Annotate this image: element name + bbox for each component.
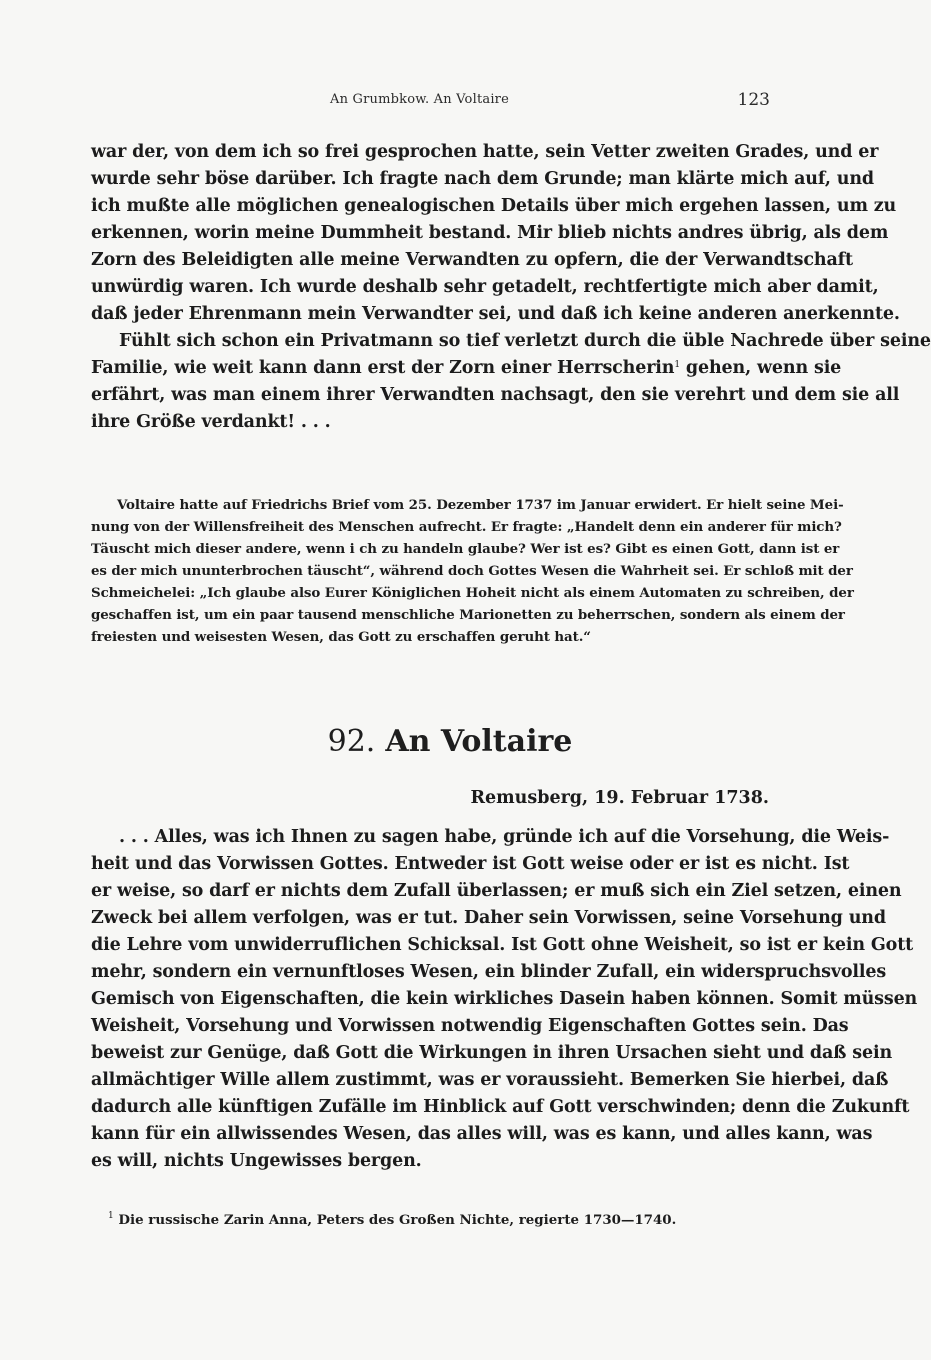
text-line: erkennen, worin meine Dummheit bestand. Mir blieb nichts andres übrig, als dem <box>91 223 889 243</box>
text-line: erfährt, was man einem ihrer Verwandten nachsagt, den sie verehrt und dem sie all <box>91 385 900 405</box>
text-line-with-footnote-ref <box>91 355 842 382</box>
note-line: Täuscht mich dieser andere, wenn i ch zu handeln glaube? Wer ist es? Gibt es einen Gott, dann ist er <box>91 541 840 557</box>
text-line: mehr, sondern ein vernunftloses Wesen, ein blinder Zufall, ein widerspruchsvolles <box>91 962 887 982</box>
letter-addressee: An Voltaire <box>385 724 573 759</box>
text-line: Fühlt sich schon ein Privatmann so tief verletzt durch die üble Nachrede über seine <box>119 331 931 351</box>
text-line: wurde sehr böse darüber. Ich fragte nach dem Grunde; man klärte mich auf, und <box>91 169 874 189</box>
text-line: unwürdig waren. Ich wurde deshalb sehr getadelt, rechtfertigte mich aber damit, <box>91 277 879 297</box>
text-line: dadurch alle künftigen Zufälle im Hinblick auf Gott verschwinden; denn die Zukunft <box>91 1097 910 1117</box>
editorial-note <box>91 494 854 648</box>
note-line: es der mich ununterbrochen täuscht“, während doch Gottes Wesen die Wahrheit sei. Er schloß mit der <box>91 563 853 579</box>
continued-letter-text <box>91 139 931 436</box>
text-line: . . . Alles, was ich Ihnen zu sagen habe, gründe ich auf die Vorsehung, die Weis- <box>119 827 890 847</box>
note-line: Schmeichelei: „Ich glaube also Eurer Königlichen Hoheit nicht als einem Automaten zu schreiben, der <box>91 585 854 601</box>
text-line: Zorn des Beleidigten alle meine Verwandten zu opfern, die der Verwandtschaft <box>91 250 853 270</box>
text-line: er weise, so darf er nichts dem Zufall überlassen; er muß sich ein Ziel setzen, einen <box>91 881 902 901</box>
footnote-marker: 1 <box>108 1211 114 1221</box>
text-line: daß jeder Ehrenmann mein Verwandter sei, und daß ich keine anderen anerkennte. <box>91 304 900 324</box>
note-line: geschaffen ist, um ein paar tausend menschliche Marionetten zu beherrschen, sondern als einem der <box>91 607 845 623</box>
running-title: An Grumbkow. An Voltaire <box>330 92 509 107</box>
text-line: die Lehre vom unwiderruflichen Schicksal. Ist Gott ohne Weisheit, so ist er kein Gott <box>91 935 914 955</box>
note-line: nung von der Willensfreiheit des Menschen aufrecht. Er fragte: „Handelt denn ein anderer für mich? <box>91 519 842 535</box>
footnote-reference[interactable]: 1 <box>674 360 680 370</box>
text-fragment: gehen, wenn sie <box>679 358 842 378</box>
running-head <box>330 90 770 114</box>
text-fragment: Familie, wie weit kann dann erst der Zorn einer Herrscherin <box>91 358 675 378</box>
text-line: es will, nichts Ungewisses bergen. <box>91 1151 422 1171</box>
letter-heading <box>0 724 900 759</box>
letter-body <box>91 824 918 1175</box>
text-line: allmächtiger Wille allem zustimmt, was er voraussieht. Bemerken Sie hierbei, daß <box>91 1070 889 1090</box>
note-line: Voltaire hatte auf Friedrichs Brief vom 25. Dezember 1737 im Januar erwidert. Er hielt seine Mei- <box>117 497 844 513</box>
text-line: ihre Größe verdankt! . . . <box>91 412 331 432</box>
text-line: Weisheit, Vorsehung und Vorwissen notwendig Eigenschaften Gottes sein. Das <box>91 1016 849 1036</box>
page-number: 123 <box>737 90 770 110</box>
text-line: Gemisch von Eigenschaften, die kein wirkliches Dasein haben können. Somit müssen <box>91 989 918 1009</box>
footnote-text: Die russische Zarin Anna, Peters des Großen Nichte, regierte 1730—1740. <box>118 1212 677 1228</box>
text-line: beweist zur Genüge, daß Gott die Wirkungen in ihren Ursachen sieht und daß sein <box>91 1043 893 1063</box>
footnote <box>108 1212 676 1228</box>
text-line: kann für ein allwissendes Wesen, das alles will, was es kann, und alles kann, was <box>91 1124 873 1144</box>
letter-dateline: Remusberg, 19. Februar 1738. <box>470 788 769 808</box>
text-line: ich mußte alle möglichen genealogischen Details über mich ergehen lassen, um zu <box>91 196 897 216</box>
text-line: Zweck bei allem verfolgen, was er tut. Daher sein Vorwissen, seine Vorsehung und <box>91 908 886 928</box>
letter-number: 92. <box>327 724 376 759</box>
text-line: heit und das Vorwissen Gottes. Entweder ist Gott weise oder er ist es nicht. Ist <box>91 854 850 874</box>
note-line: freiesten und weisesten Wesen, das Gott zu erschaffen geruht hat.“ <box>91 629 591 645</box>
text-line: war der, von dem ich so frei gesprochen hatte, sein Vetter zweiten Grades, und er <box>91 142 879 162</box>
